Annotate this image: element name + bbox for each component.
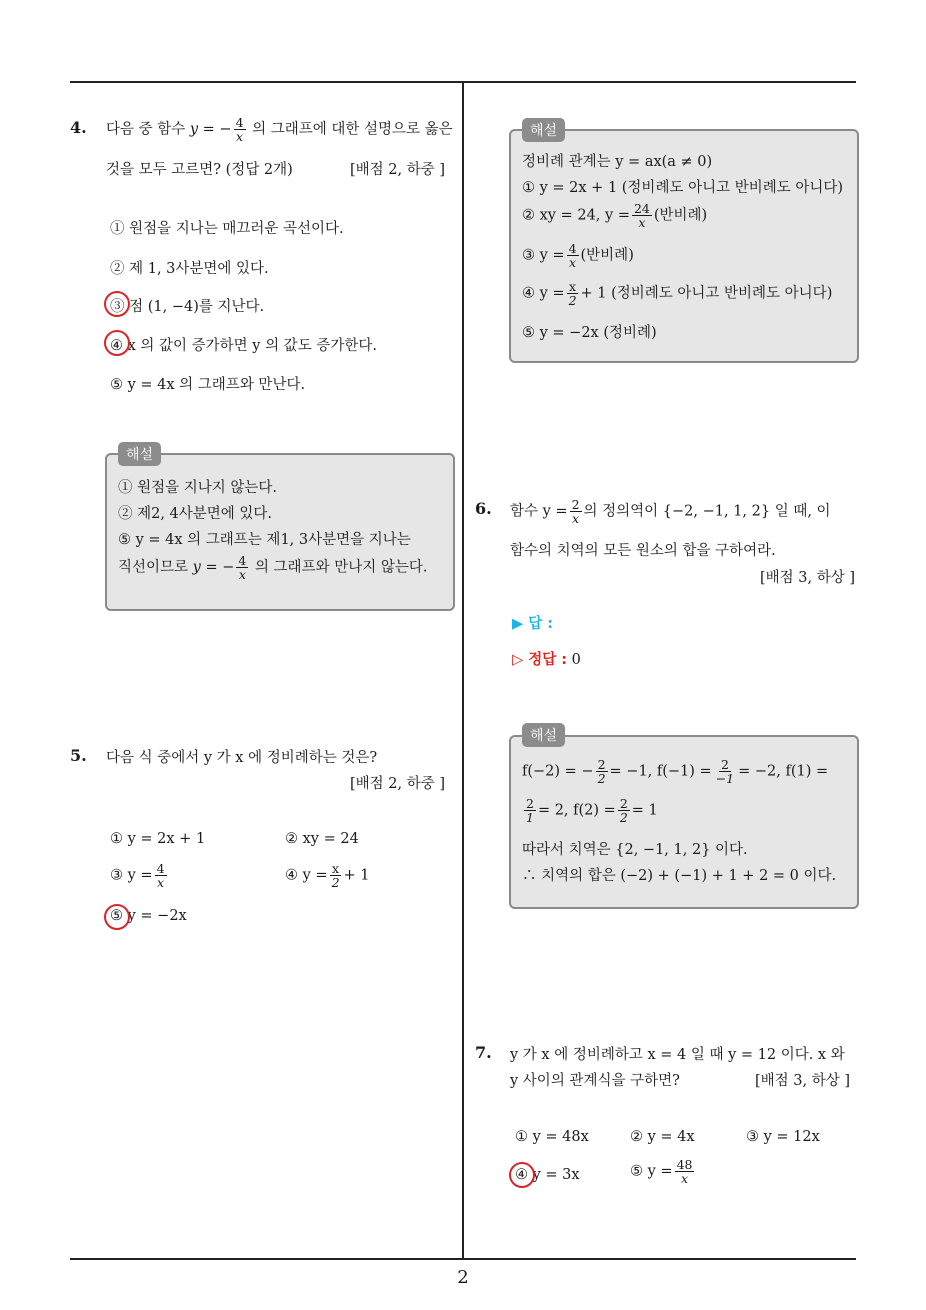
q4-exp-line4: 직선이므로 y = − $\frac{4}{x}$ 의 그래프와 만나지 않는다. [118, 553, 428, 583]
page-number: 2 [457, 1267, 469, 1288]
q4-option-3[interactable]: ③ 점 (1, −4)를 지난다. [110, 299, 265, 315]
q7-option-4[interactable]: ④ y = 3x [515, 1167, 580, 1183]
question-4-score: [배점 2, 하중 ] [350, 162, 446, 178]
fraction: $\frac{2}{-1}$ [715, 757, 735, 787]
answer-circle-mark [104, 330, 130, 356]
correct-answer-value: 0 [571, 652, 581, 668]
q4-exp-line2: ② 제2, 4사분면에 있다. [118, 506, 273, 522]
column-divider [462, 82, 464, 1260]
fraction: $\frac{48}{x}$ [676, 1157, 693, 1187]
q6-exp-line1: f(−2) = − $\frac{2}{2}$ = −1, f(−1) = $\frac{2}{-1}$ = −2, f(1) = [522, 757, 829, 787]
q5-exp-line5: ④ y = $\frac{x}{2}$ + 1 (정비례도 아니고 반비례도 아니다) [522, 279, 833, 309]
q7-option-5[interactable]: ⑤ y = $\frac{48}{x}$ [630, 1157, 693, 1187]
q5-option-3[interactable]: ③ y = $\frac{4}{x}$ [110, 861, 165, 891]
correct-answer-label: ▷ 정답 : [512, 652, 568, 668]
question-6-score: [배점 3, 하상 ] [760, 570, 856, 586]
answer-input-label[interactable]: ▶ 답 : [512, 616, 554, 632]
q7-option-3[interactable]: ③ y = 12x [746, 1129, 820, 1145]
correct-answer-row [512, 648, 581, 669]
fraction: $\frac{x}{2}$ [568, 279, 577, 309]
question-6-number: 6. [475, 499, 492, 518]
explanation-tag: 해설 [522, 118, 565, 142]
bottom-rule [70, 1258, 856, 1260]
question-7-line1: y 가 x 에 정비례하고 x = 4 일 때 y = 12 이다. x 와 [510, 1047, 845, 1063]
fraction: $\frac{4}{x}$ [156, 861, 165, 891]
explanation-tag: 해설 [522, 723, 565, 747]
fraction: $\frac{2}{2}$ [619, 796, 628, 826]
fraction: $\frac{4}{x}$ [568, 241, 577, 271]
q4-option-2[interactable]: ② 제 1, 3사분면에 있다. [110, 261, 269, 277]
answer-circle-mark [509, 1162, 535, 1188]
q5-exp-line1: 정비례 관계는 y = ax(a ≠ 0) [522, 154, 713, 170]
fraction: $\frac{2}{x}$ [571, 497, 580, 527]
question-4-number: 4. [70, 118, 87, 137]
fraction: $\frac{4}{x}$ [238, 553, 247, 583]
q5-exp-line3: ② xy = 24, y = $\frac{24}{x}$ (반비례) [522, 201, 708, 231]
question-7-line2: y 사이의 관계식을 구하면? [510, 1073, 680, 1089]
question-4-line2: 것을 모두 고르면? (정답 2개) [106, 162, 293, 178]
q5-option-4[interactable]: ④ y = $\frac{x}{2}$ + 1 [285, 861, 370, 891]
q5-option-2[interactable]: ② xy = 24 [285, 831, 359, 847]
q6-exp-line2: $\frac{2}{1}$ = 2, f(2) = $\frac{2}{2}$ = 1 [526, 796, 658, 826]
q4-exp-line1: ① 원점을 지나지 않는다. [118, 480, 277, 496]
question-7-number: 7. [475, 1043, 492, 1062]
question-5-number: 5. [70, 746, 87, 765]
question-4-line1: 다음 중 함수 y = − $\frac{4}{x}$ 의 그래프에 대한 설명으로 옳은 [106, 115, 453, 145]
question-7-score: [배점 3, 하상 ] [755, 1073, 851, 1089]
q5-exp-line4: ③ y = $\frac{4}{x}$ (반비례) [522, 241, 634, 271]
fraction: $\frac{x}{2}$ [331, 861, 340, 891]
q5-exp-line2: ① y = 2x + 1 (정비례도 아니고 반비례도 아니다) [522, 180, 844, 196]
answer-circle-mark [104, 904, 130, 930]
q4-exp-line3: ⑤ y = 4x 의 그래프는 제1, 3사분면을 지나는 [118, 532, 411, 548]
q4-option-4[interactable]: ④ x 의 값이 증가하면 y 의 값도 증가한다. [110, 338, 377, 354]
fraction: $\frac{2}{2}$ [597, 757, 606, 787]
answer-circle-mark [104, 291, 130, 317]
q5-option-1[interactable]: ① y = 2x + 1 [110, 831, 206, 847]
question-6-line1: 함수 y = $\frac{2}{x}$ 의 정의역이 {−2, −1, 1, 2} 일 때, 이 [510, 497, 831, 527]
q5-option-5[interactable]: ⑤ y = −2x [110, 908, 187, 924]
q4-option-1[interactable]: ① 원점을 지나는 매끄러운 곡선이다. [110, 221, 344, 237]
fraction: $\frac{24}{x}$ [633, 201, 650, 231]
question-5-score: [배점 2, 하중 ] [350, 776, 446, 792]
q5-exp-line6: ⑤ y = −2x (정비례) [522, 325, 657, 341]
q7-option-2[interactable]: ② y = 4x [630, 1129, 695, 1145]
fraction: $\frac{4}{x}$ [235, 115, 244, 145]
fraction: $\frac{2}{1}$ [526, 796, 534, 826]
question-6-line2: 함수의 치역의 모든 원소의 합을 구하여라. [510, 543, 776, 559]
q6-exp-line3: 따라서 치역은 {2, −1, 1, 2} 이다. [522, 842, 748, 858]
explanation-tag: 해설 [118, 442, 161, 466]
q4-option-5[interactable]: ⑤ y = 4x 의 그래프와 만난다. [110, 377, 306, 393]
question-5-line1: 다음 식 중에서 y 가 x 에 정비례하는 것은? [106, 750, 378, 766]
q7-option-1[interactable]: ① y = 48x [515, 1129, 589, 1145]
q6-exp-line4: ∴ 치역의 합은 (−2) + (−1) + 1 + 2 = 0 이다. [522, 868, 837, 884]
